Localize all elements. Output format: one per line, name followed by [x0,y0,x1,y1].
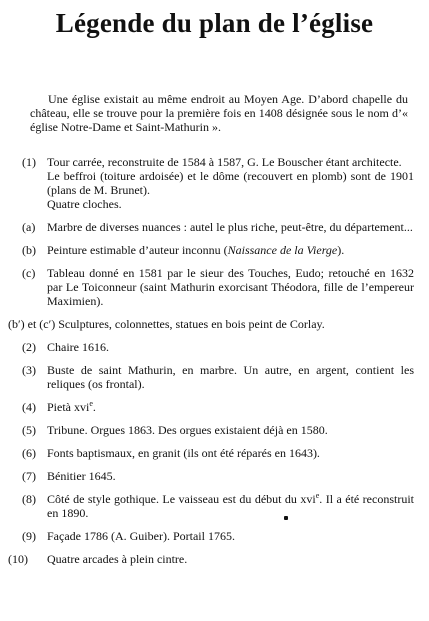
legend-list [0,155,429,575]
entry-number: (5) [22,423,36,437]
entry-text: Chaire 1616. [47,340,109,354]
entry-text: Façade 1786 (A. Guiber). Portail 1765. [47,529,235,543]
entry-number: (b) [22,243,36,257]
entry-text [47,155,414,211]
ink-speck [284,516,288,520]
entry-text: Bénitier 1645. [47,469,116,483]
entry-text: Tableau donné en 1581 par le sieur des Touches, Eudo; retouché en 1632 par Le Toiconneur (saint Mathurin exorcisant Théodora, fille de l’empereur Maximien). [47,266,414,308]
entry-number: (c) [22,266,36,280]
legend-entry-10 [0,552,429,566]
legend-entry-6 [0,446,429,460]
entry-text-part: . [92,400,96,414]
legend-entry-5 [0,423,429,437]
entry-number: (6) [22,446,36,460]
entry-number: (8) [22,492,36,506]
entry-text [47,243,414,257]
entry-number: (b′) et (c′) [8,317,56,331]
entry-number: (10) [8,552,28,566]
entry-text [47,400,414,414]
entry-text: Buste de saint Mathurin, en marbre. Un autre, en argent, contient les reliques (os frontal). [47,363,414,391]
entry-number: (9) [22,529,36,543]
entry-line: Tour carrée, reconstruite de 1584 à 1587, G. Le Bouscher étant architecte. [47,155,402,169]
entry-text-part: ). [337,243,345,257]
legend-entry-2 [0,340,429,354]
entry-text-part: Peinture estimable d’auteur inconnu ( [47,243,228,257]
entry-number: (1) [22,155,36,169]
entry-text: Quatre arcades à plein cintre. [47,552,188,566]
entry-number: (7) [22,469,36,483]
legend-entry-1 [0,155,429,211]
entry-text: Fonts baptismaux, en granit (ils ont été réparés en 1643). [47,446,320,460]
entry-text-part: . Il a été reconstruit en 1890. [47,492,414,520]
entry-number: (3) [22,363,36,377]
entry-text-part: Côté de style gothique. Le vaisseau est du début du xvi [47,492,316,506]
entry-superscript: e [89,399,93,408]
legend-entry-c [0,266,429,308]
legend-entry-7 [0,469,429,483]
entry-number: (2) [22,340,36,354]
legend-entry-b [0,243,429,257]
entry-number: (a) [22,220,36,234]
legend-entry-3 [0,363,429,391]
entry-text: Sculptures, colonnettes, statues en bois peint de Corlay. [58,317,325,331]
page-title: Légende du plan de l’église [55,8,374,38]
legend-entry-4 [0,400,429,414]
entry-text [47,492,414,520]
entry-text-italic: Naissance de la Vierge [227,243,338,257]
entry-line: Le beffroi (toiture ardoisée) et le dôme (recouvert en plomb) sont de 1901 (plans de M. Brunet). [47,169,414,197]
intro-paragraph: Une église existait au même endroit au Moyen Age. D’abord chapelle du château, elle se trouve pour la première fois en 1408 désignée sous le nom d’« église Notre-Dame et Saint-Mathurin ». [30,92,408,134]
entry-text: Tribune. Orgues 1863. Des orgues existaient déjà en 1580. [47,423,328,437]
entry-text: Marbre de diverses nuances : autel le plus riche, peut-être, du département... [47,220,413,234]
legend-entry-8 [0,492,429,520]
entry-text-part: Pietà xvi [47,400,90,414]
entry-line: Quatre cloches. [47,197,122,211]
entry-number: (4) [22,400,36,414]
legend-entry-b-prime-c-prime [0,317,429,331]
entry-superscript: e [315,491,320,500]
legend-entry-a [0,220,429,234]
legend-entry-9 [0,529,429,543]
